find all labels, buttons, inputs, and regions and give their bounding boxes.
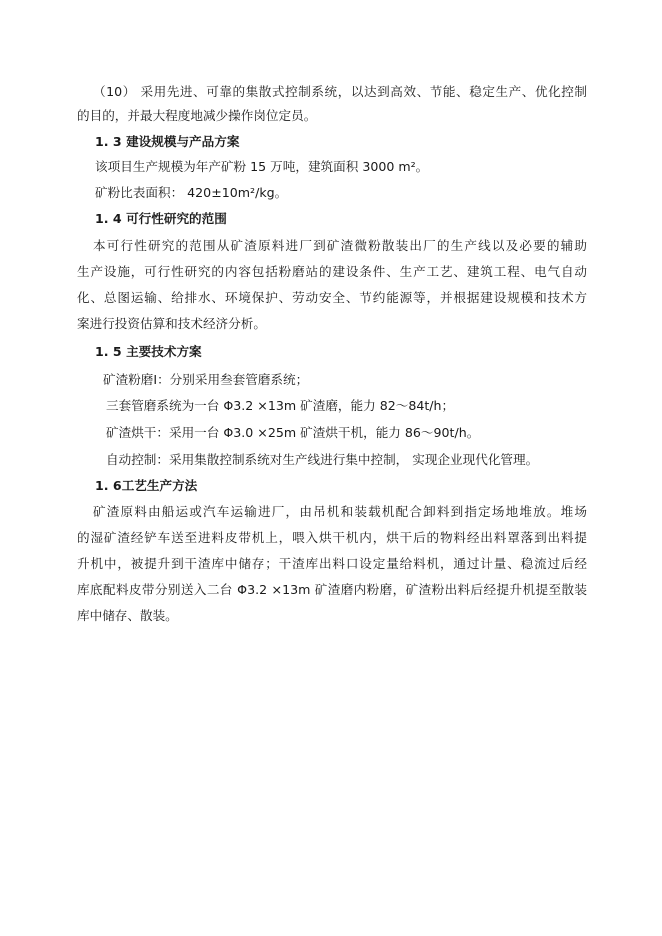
text-line: 生产设施，可行性研究的内容包括粉磨站的建设条件、生产工艺、建筑工程、电气自动 — [77, 264, 587, 279]
text-line: 矿渣烘干：采用一台 Φ3.0 ×25m 矿渣烘干机，能力 86～90t/h。 — [106, 425, 480, 440]
section-heading: 1. 4 可行性研究的范围 — [95, 211, 227, 226]
text-line: 化、总图运输、给排水、环境保护、劳动安全、节约能源等，并根据建设规模和技术方 — [77, 290, 587, 305]
text-line: 库底配料皮带分别送入二台 Φ3.2 ×13m 矿渣磨内粉磨，矿渣粉出料后经提升机提至散装 — [77, 582, 587, 597]
text-line: 库中储存、散装。 — [77, 608, 178, 623]
text-line: 自动控制：采用集散控制系统对生产线进行集中控制， 实现企业现代化管理。 — [106, 452, 539, 467]
text-line: 本可行性研究的范围从矿渣原料进厂到矿渣微粉散装出厂的生产线以及必要的辅助 — [93, 238, 587, 253]
text-line: 矿渣原料由船运或汽车运输进厂，由吊机和装载机配合卸料到指定场地堆放。堆场 — [93, 504, 587, 519]
text-line: 升机中，被提升到干渣库中储存；干渣库出料口设定量给料机，通过计量、稳流过后经 — [77, 556, 587, 571]
text-line: 的目的，并最大程度地减少操作岗位定员。 — [77, 108, 317, 123]
text-line: 三套管磨系统为一台 Φ3.2 ×13m 矿渣磨，能力 82～84t/h； — [106, 398, 455, 413]
section-heading: 1. 5 主要技术方案 — [95, 344, 202, 359]
section-heading: 1. 6工艺生产方法 — [95, 478, 198, 493]
text-line: 矿渣粉磨Ⅰ：分别采用叁套管磨系统； — [103, 372, 309, 387]
text-line: 矿粉比表面积： 420±10m²/kg。 — [95, 185, 288, 200]
section-heading: 1. 3 建设规模与产品方案 — [95, 134, 240, 149]
text-line: 案进行投资估算和技术经济分析。 — [77, 316, 266, 331]
text-line: 的湿矿渣经铲车送至进料皮带机上，喂入烘干机内，烘干后的物料经出料罩落到出料提 — [77, 530, 587, 545]
text-line: （10） 采用先进、可靠的集散式控制系统，以达到高效、节能、稳定生产、优化控制 — [93, 84, 587, 99]
text-line: 该项目生产规模为年产矿粉 15 万吨，建筑面积 3000 m²。 — [95, 159, 429, 174]
